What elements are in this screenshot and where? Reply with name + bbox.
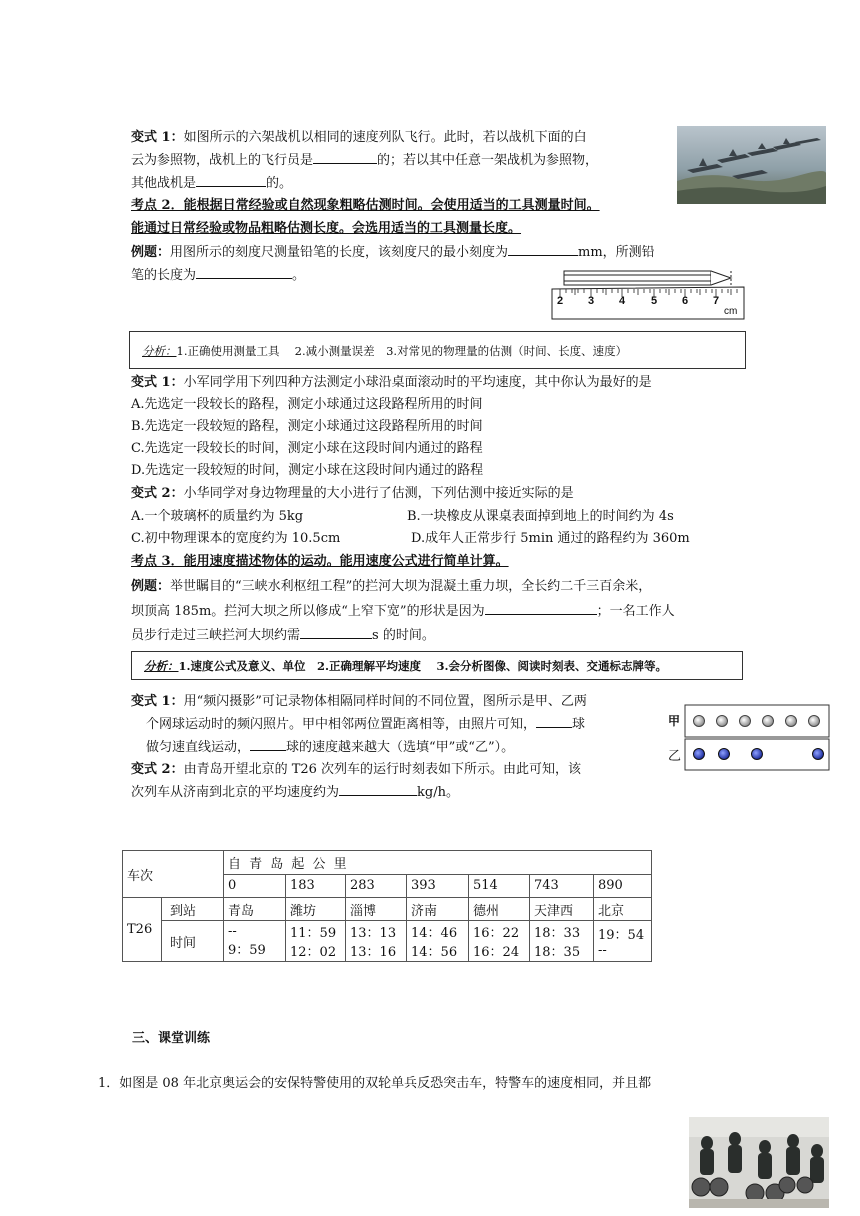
arrive-time: 11：59 [290,926,337,941]
depart-time: 13：16 [350,945,397,960]
km-cell: 283 [346,874,407,898]
question-text: 的；若以其中任意一架战机为参照物， [377,153,599,168]
time-cell [224,921,286,962]
ruler-tick-label: 3 [588,295,595,307]
question-text: 小军同学用下列四种方法测定小球沿桌面滚动时的平均速度，其中你认为最好的是 [183,375,652,390]
station-cell: 潍坊 [286,898,346,921]
km-cell: 393 [407,874,469,898]
arrive-time: 16：22 [473,926,520,941]
row-label: 时间 [162,921,224,962]
option-a: A.一个玻璃杯的质量约为 5kg [131,509,304,524]
question-text: 球 [572,717,586,732]
station-cell: 德州 [469,898,530,921]
variant-label: 变式 1： [131,694,184,709]
question-text: 。 [292,268,306,283]
key-point-heading: 考点 3．能用速度描述物体的运动。能用速度公式进行简单计算。 [131,554,509,569]
station-cell: 青岛 [224,898,286,921]
analysis-label: 分析： [142,344,177,358]
depart-time: -- [598,943,607,958]
time-cell [407,921,469,962]
arrive-time: 14：46 [411,926,458,941]
station-cell: 天津西 [530,898,594,921]
answer-blank[interactable] [250,737,286,751]
ruler-tick-label: 4 [619,295,626,307]
analysis-box [131,651,743,680]
station-cell: 淄博 [346,898,407,921]
option-d: D.先选定一段较短的时间，测定小球在这段时间内通过的路程 [131,463,484,478]
question-text: s 的时间。 [372,628,435,643]
question-text: 用“频闪摄影”可记录物体相隔同样时间的不同位置，图所示是甲、乙两 [183,694,587,709]
analysis-label: 分析： [144,659,179,673]
answer-blank[interactable] [196,173,266,187]
example-label: 例题： [131,245,171,260]
arrive-time: 13：13 [350,926,397,941]
option-a: A.先选定一段较长的路程，测定小球通过这段路程所用的时间 [131,397,483,412]
km-cell: 890 [594,874,652,898]
question-text: 其他战机是 [131,176,197,191]
answer-blank[interactable] [485,601,597,615]
depart-time: 12：02 [290,945,337,960]
strobe-photo-figure [668,704,830,772]
time-cell [594,921,652,962]
variant-label: 变式 2： [131,762,184,777]
answer-blank[interactable] [339,782,417,796]
depart-time: 14：56 [411,945,458,960]
question-text: 笔的长度为 [131,268,197,283]
question-text: 做匀速直线运动， [146,740,251,755]
depart-time: 9：59 [228,943,266,958]
variant-label: 变式 1： [131,375,184,390]
answer-blank[interactable] [196,265,292,279]
arrive-time: 19：54 [598,928,645,943]
key-point-heading: 能通过日常经验或物品粗略估测长度。会选用适当的工具测量长度。 [131,221,522,236]
question-text: 球的速度越来越大（选填“甲”或“乙”）。 [286,740,515,755]
ruler-tick-label: 7 [713,295,720,307]
question-text: 1．如图是 08 年北京奥运会的安保特警使用的双轮单兵反恐突击车，特警车的速度相同，并且都 [98,1076,652,1091]
km-cell: 514 [469,874,530,898]
key-point-heading: 考点 2．能根据日常经验或自然现象粗略估测时间。会使用适当的工具测量时间。 [131,198,600,213]
train-timetable [122,850,652,962]
depart-time: 18：35 [534,945,581,960]
question-text: 如图所示的六架战机以相同的速度列队飞行。此时，若以战机下面的白 [183,130,587,145]
ruler-tick-label: 2 [557,295,564,307]
answer-blank[interactable] [508,242,578,256]
question-text: 次列车从济南到北京的平均速度约为 [131,785,340,800]
question-text: 举世瞩目的“三峡水利枢纽工程”的拦河大坝为混凝土重力坝，全长约二千三百余米， [170,579,652,594]
yi-label: 乙 [668,749,682,764]
question-text: 小华同学对身边物理量的大小进行了估测，下列估测中接近实际的是 [183,486,574,501]
analysis-text: 1.正确使用测量工具 2.减小测量误差 3.对常见的物理量的估测（时间、长度、速度） [176,344,628,358]
question-text: 的。 [266,176,293,191]
time-cell [346,921,407,962]
arrive-time: -- [228,924,237,939]
ruler-unit: cm [724,306,738,317]
question-text: 个网球运动时的频闪照片。甲中相邻两位置距离相等，由照片可知， [146,717,537,732]
variant-label: 变式 2： [131,486,184,501]
answer-blank[interactable] [300,625,372,639]
question-text: kg/h。 [417,785,459,800]
station-cell: 北京 [594,898,652,921]
jia-label: 甲 [668,714,681,728]
fighter-jets-photo [677,126,826,204]
option-b: B.一块橡皮从课桌表面掉到地上的时间约为 4s [407,509,674,524]
analysis-text: 1.速度公式及意义、单位 2.正确理解平均速度 3.会分析图像、阅读时刻表、交通标志牌等。 [178,659,668,673]
row-label: 到站 [162,898,224,921]
time-cell [530,921,594,962]
ruler-tick-label: 5 [651,295,658,307]
time-cell [286,921,346,962]
ruler-pencil-figure [548,267,748,323]
train-number: T26 [123,898,162,962]
option-d: D.成年人正常步行 5min 通过的路程约为 360m [411,531,690,546]
arrive-time: 18：33 [534,926,581,941]
question-text: mm，所测铅 [578,245,655,260]
station-cell: 济南 [407,898,469,921]
option-c: C.初中物理课本的宽度约为 10.5cm [131,531,341,546]
example-label: 例题： [131,579,171,594]
km-cell: 183 [286,874,346,898]
table-header: 自 青 岛 起 公 里 [224,851,652,875]
question-text: ；一名工作人 [596,604,675,619]
answer-blank[interactable] [313,150,377,164]
answer-blank[interactable] [536,714,572,728]
table-header: 车次 [123,851,224,898]
option-c: C.先选定一段较长的时间，测定小球在这段时间内通过的路程 [131,441,483,456]
analysis-box [129,331,746,369]
question-text: 由青岛开望北京的 T26 次列车的运行时刻表如下所示。由此可知，该 [183,762,582,777]
section-title: 三、课堂训练 [132,1031,211,1046]
police-vehicle-photo [689,1117,829,1208]
km-cell: 743 [530,874,594,898]
ruler-tick-label: 6 [682,295,689,307]
variant-label: 变式 1： [131,130,184,145]
question-text: 坝顶高 185m。拦河大坝之所以修成“上窄下宽”的形状是因为 [131,604,485,619]
question-text: 员步行走过三峡拦河大坝约需 [131,628,301,643]
km-cell: 0 [224,874,286,898]
depart-time: 16：24 [473,945,520,960]
time-cell [469,921,530,962]
question-text: 云为参照物，战机上的飞行员是 [131,153,314,168]
question-text: 用图所示的刻度尺测量铅笔的长度，该刻度尺的最小刻度为 [170,245,509,260]
option-b: B.先选定一段较短的路程，测定小球通过这段路程所用的时间 [131,419,483,434]
